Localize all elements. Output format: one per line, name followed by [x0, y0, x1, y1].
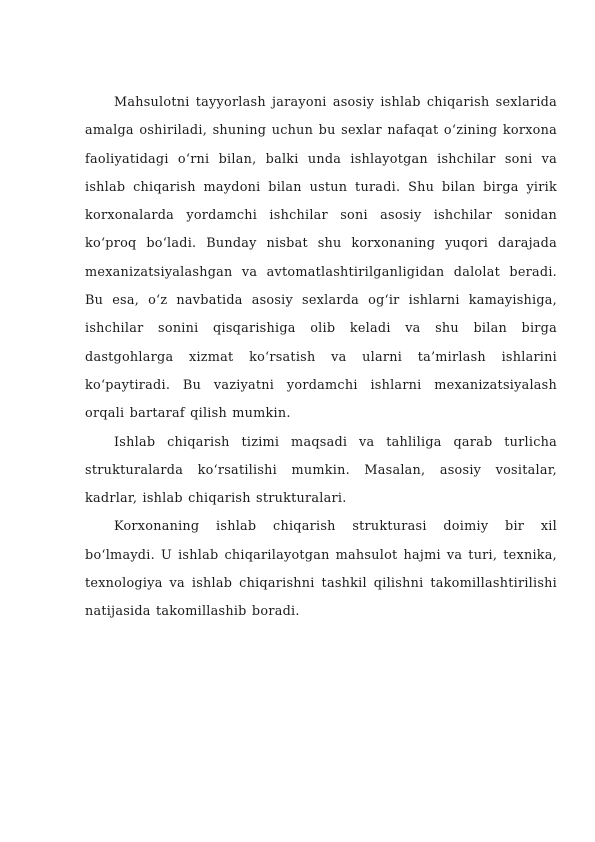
paragraph-production-structure: Korxonaning ishlab chiqarish strukturasi doimiy bir xil bo‘lmaydi. U ishlab chiqarilayotgan mahsulot hajmi va turi, texnika, texnologiya va ishlab chiqarishni tashkil qilishni takomillashtirilishi natijasida takomillashib boradi. [85, 519, 557, 620]
paragraph-production-system: Ishlab chiqarish tizimi maqsadi va tahliliga qarab turlicha strukturalarda ko‘rsatilishi mumkin. Masalan, asosiy vositalar, kadrlar, ishlab chiqarish strukturalari. [85, 434, 557, 507]
paragraph-production-process: Mahsulotni tayyorlash jarayoni asosiy ishlab chiqarish sexlarida amalga oshiriladi, shuning uchun bu sexlar nafaqat o‘zining korxona faoliyatidagi o‘rni bilan, balki unda ishlayotgan ishchilar soni va ishlab chiqarish maydoni bilan ustun turadi. Shu bilan birga yirik korxonalarda yordamchi ishchilar soni asosiy ishchilar sonidan ko‘proq bo‘ladi. Bunday nisbat shu korxonaning yuqori darajada mexanizatsiyalashgan va avtomatlashtirilganligidan dalolat beradi. Bu esa, o‘z navbatida asosiy sexlarda og‘ir ishlarni kamayishiga, ishchilar sonini qisqarishiga olib keladi va shu bilan birga dastgohlarga xizmat ko‘rsatish va ularni ta’mirlash ishlarini ko‘paytiradi. Bu vaziyatni yordamchi ishlarni mexanizatsiyalash orqali bartaraf qilish mumkin. [85, 95, 557, 422]
document-page [85, 89, 557, 627]
